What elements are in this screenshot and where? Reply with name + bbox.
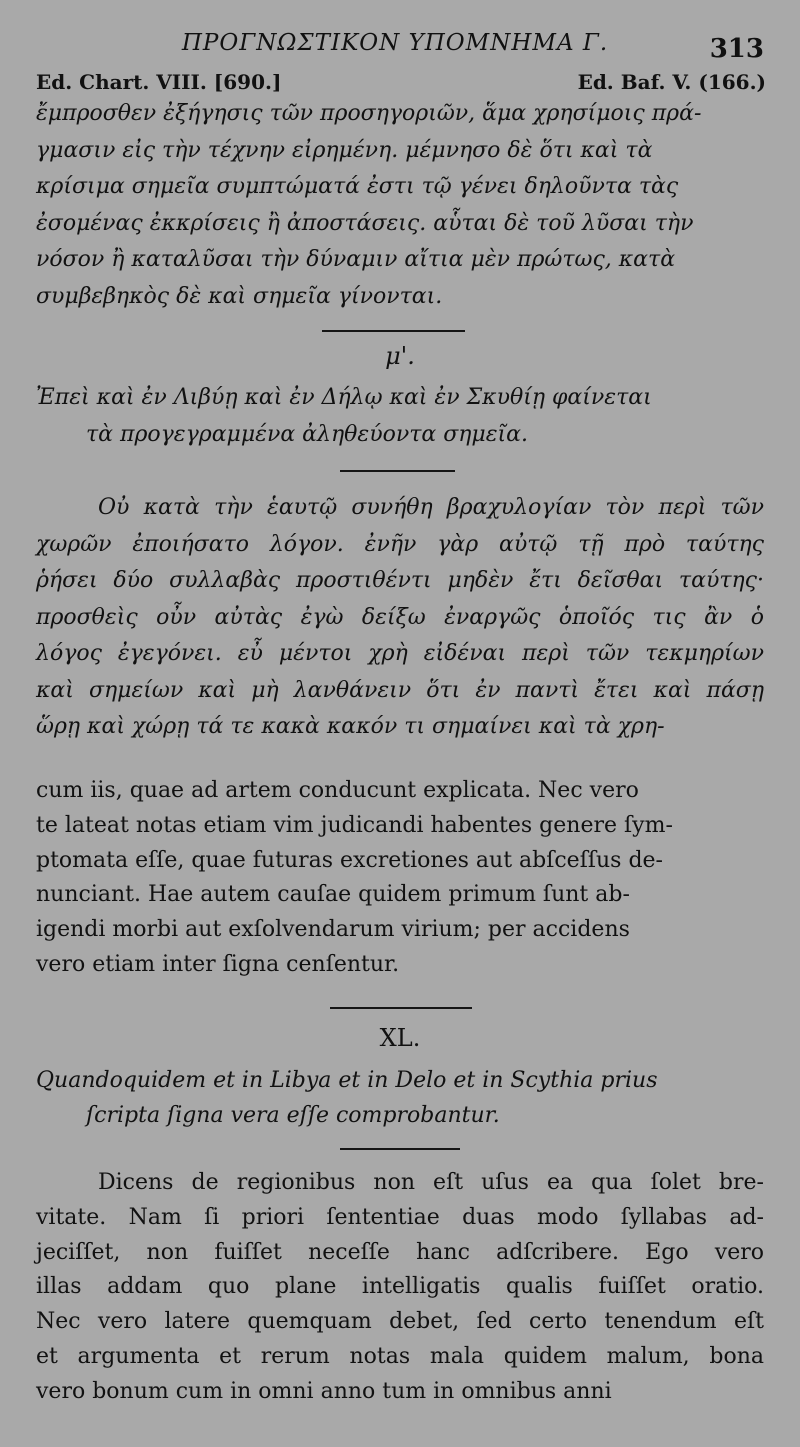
text-line: jeciſſet, non fuiſſet neceſſe hanc adſcribere. Ego vero [36,1239,764,1265]
section-rule [322,330,465,332]
text-line: τὰ προγεγραμμένα ἀληθεύοντα σημεῖα. [86,421,528,447]
text-line: νόσον ἢ καταλῦσαι τὴν δύναμιν αἴτια μὲν πρώτως, κατὰ [36,247,676,272]
text-line: vero etiam inter ſigna cenſentur. [36,951,400,977]
latin-paragraph [36,774,764,983]
text-line: λόγος ἐγεγόνει. εὖ μέντοι χρὴ εἰδέναι περὶ τῶν τεκμηρίων [36,641,764,666]
text-line: Dicens de regionibus non eſt uſus ea qua ſolet bre- [98,1170,764,1195]
greek-paragraph [36,96,764,315]
text-line: Quandoquidem et in Libya et in Delo et in Scythia prius [36,1068,658,1093]
greek-section-number: μ'. [385,342,415,370]
text-line: ptomata eſſe, quae futuras excretiones aut abſceſſus de- [36,847,663,873]
edition-chartier: Ed. Chart. VIII. [690.] [36,70,282,94]
edition-line [36,70,766,98]
text-line: χωρῶν ἐποιήσατο λόγον. ἐνῆν γὰρ αὐτῷ τῇ πρὸ ταύτης [36,531,764,557]
running-title: ΠΡΟΓΝΩΣΤΙΚΟΝ ΥΠΟΜΝΗΜΑ Γ. [181,30,609,56]
text-line: illas addam quo plane intelligatis qualis fuiſſet oratio. [36,1274,764,1300]
section-rule [340,470,455,472]
text-line: cum iis, quae ad artem conducunt explicata. Nec vero [36,778,639,803]
page-number: 313 [709,34,764,64]
text-line: Οὐ κατὰ τὴν ἑαυτῷ συνήθη βραχυλογίαν τὸν περὶ τῶν [98,495,764,520]
text-line: κρίσιμα σημεῖα συμπτώματά ἐστι τῷ γένει δηλοῦντα τὰς [36,174,679,199]
running-head [0,30,800,64]
text-line: nunciant. Hae autem cauſae quidem primum ſunt ab- [36,882,630,908]
text-line: igendi morbi aut exſolvendarum virium; per accidens [36,917,630,943]
greek-lemma [36,380,764,453]
text-line: te lateat notas etiam vim judicandi habentes genere ſym- [36,812,673,838]
text-line: γμασιν εἰς τὴν τέχνην εἰρημένη. μέμνησο δὲ ὅτι καὶ τὰ [36,137,653,163]
text-line: συμβεβηκὸς δὲ καὶ σημεῖα γίνονται. [36,283,443,309]
text-line: vitate. Nam ſi priori ſententiae duas modo ſyllabas ad- [36,1204,764,1230]
edition-basel: Ed. Baf. V. (166.) [577,70,766,94]
text-line: ῥήσει δύο συλλαβὰς προστιθέντι μηδὲν ἔτι δεῖσθαι ταύτης· [36,568,764,593]
text-line: et argumenta et rerum notas mala quidem malum, bona [36,1343,764,1369]
text-line: ἔμπροσθεν ἐξήγησις τῶν προσηγοριῶν, ἅμα χρησίμοις πρά- [36,101,702,126]
greek-commentary [36,490,764,746]
latin-commentary [36,1166,764,1410]
section-rule [340,1148,460,1150]
latin-lemma [36,1064,764,1134]
section-rule [330,1007,472,1009]
text-line: προσθεὶς οὖν αὐτὰς ἐγὼ δείξω ἐναργῶς ὁποῖός τις ἂν ὁ [36,604,764,630]
text-line: Nec vero latere quemquam debet, ſed certo tenendum eſt [36,1309,764,1335]
text-line: ὥρῃ καὶ χώρῃ τά τε κακὰ κακόν τι σημαίνει καὶ τὰ χρη- [36,714,665,739]
text-line: Ἐπεὶ καὶ ἐν Λιβύῃ καὶ ἐν Δήλῳ καὶ ἐν Σκυθίῃ φαίνεται [36,385,652,410]
text-line: ἐσομένας ἐκκρίσεις ἢ ἀποστάσεις. αὗται δὲ τοῦ λῦσαι τὴν [36,210,694,236]
text-line: vero bonum cum in omni anno tum in omnibus anni [36,1378,612,1404]
text-line: ſcripta ſigna vera eſſe comprobantur. [86,1102,500,1128]
latin-section-number: XL. [379,1024,421,1052]
text-line: καὶ σημείων καὶ μὴ λανθάνειν ὅτι ἐν παντὶ ἔτει καὶ πάσῃ [36,677,764,703]
